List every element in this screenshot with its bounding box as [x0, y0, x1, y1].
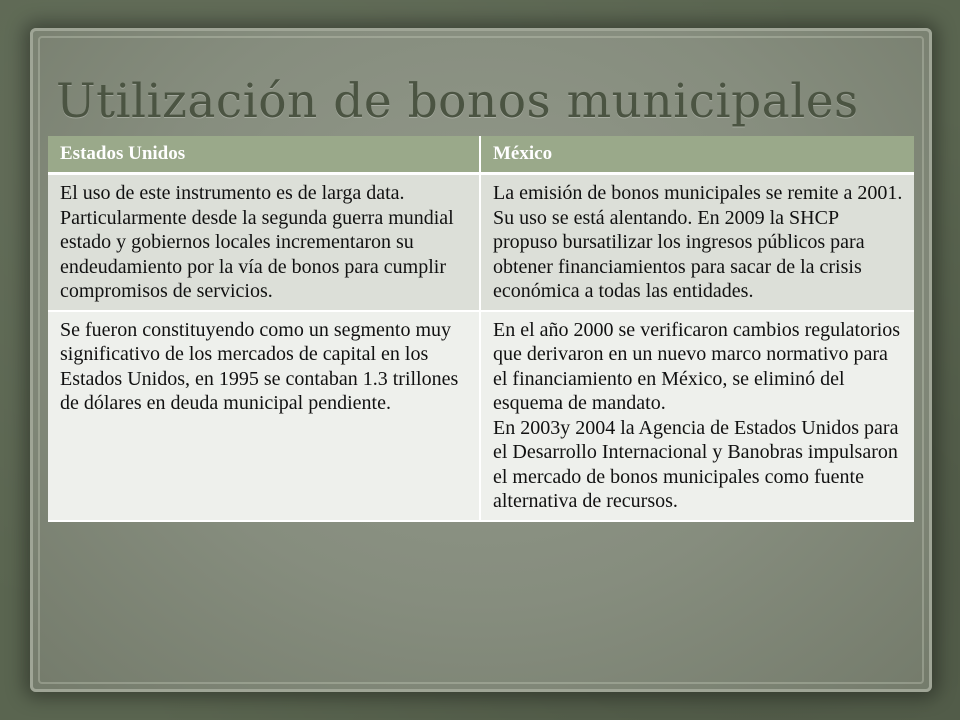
slide-title: Utilización de bonos municipales [56, 74, 859, 129]
header-estados-unidos: Estados Unidos [48, 136, 480, 174]
table-cell-estados-unidos: Se fueron constituyendo como un segmento muy significativo de los mercados de capital en los Estados Unidos, en 1995 se contaban 1.3 trillones de dólares en deuda municipal pendiente. [48, 311, 480, 521]
comparison-table [48, 136, 914, 522]
table-cell-mexico: La emisión de bonos municipales se remite a 2001. Su uso se está alentando. En 2009 la SHCP propuso bursatilizar los ingresos públicos para obtener financiamientos para sacar de la crisis económica a todas las entidades. [480, 174, 914, 311]
table-cell-mexico: En el año 2000 se verificaron cambios regulatorios que derivaron en un nuevo marco normativo para el financiamiento en México, se eliminó del esquema de mandato. En 2003y 2004 la Agencia de Estados Unidos para el Desarrollo Internacional y Banobras impulsaron el mercado de bonos municipales como fuente alternativa de recursos. [480, 311, 914, 521]
table-cell-estados-unidos: El uso de este instrumento es de larga data. Particularmente desde la segunda guerra mundial estado y gobiernos locales incrementaron su endeudamiento por la vía de bonos para cumplir compromisos de servicios. [48, 174, 480, 311]
table-row [48, 311, 914, 521]
table-row [48, 174, 914, 311]
header-mexico: México [480, 136, 914, 174]
table-header-row [48, 136, 914, 174]
